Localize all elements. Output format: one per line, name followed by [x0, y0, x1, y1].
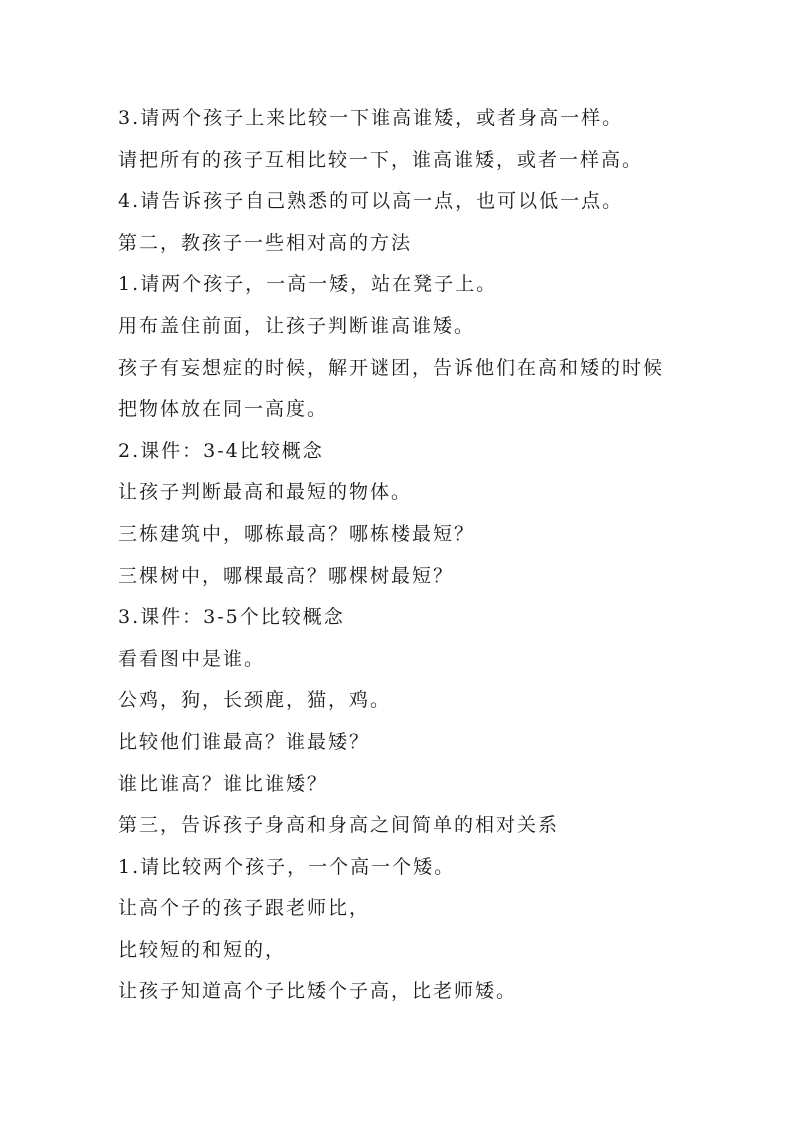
paragraph-line: 让孩子知道高个子比矮个子高，比老师矮。 [118, 980, 518, 1003]
paragraph-line: 3.请两个孩子上来比较一下谁高谁矮，或者身高一样。 [118, 107, 624, 129]
paragraph-line: 1.请比较两个孩子，一个高一个矮。 [118, 855, 456, 878]
paragraph-line: 用布盖住前面，让孩子判断谁高谁矮。 [118, 314, 476, 337]
paragraph-line: 把物体放在同一高度。 [118, 398, 329, 421]
paragraph-line: 三棵树中，哪棵最高？哪棵树最短？ [118, 564, 455, 587]
section-heading: 第二，教孩子一些相对高的方法 [118, 231, 413, 254]
paragraph-line: 孩子有妄想症的时候，解开谜团，告诉他们在高和矮的时候 [118, 356, 665, 379]
document-body [118, 98, 688, 1013]
paragraph-line: 让高个子的孩子跟老师比， [118, 897, 371, 920]
paragraph-line: 3.课件：3-5个比较概念 [118, 606, 345, 629]
section-heading: 第三，告诉孩子身高和身高之间简单的相对关系 [118, 814, 560, 837]
paragraph-line: 谁比谁高？谁比谁矮？ [118, 772, 329, 795]
paragraph-line: 1.请两个孩子，一高一矮，站在凳子上。 [118, 273, 498, 296]
paragraph-line: 让孩子判断最高和最短的物体。 [118, 481, 413, 504]
paragraph-line: 公鸡，狗，长颈鹿，猫，鸡。 [118, 689, 392, 712]
paragraph-line: 2.课件：3-4比较概念 [118, 439, 324, 462]
paragraph-line: 请把所有的孩子互相比较一下，谁高谁矮，或者一样高。 [118, 148, 644, 171]
paragraph-line: 看看图中是谁。 [118, 647, 266, 670]
paragraph-line: 比较短的和短的， [118, 938, 287, 961]
paragraph-line: 比较他们谁最高？谁最矮？ [118, 730, 371, 753]
paragraph-line: 4.请告诉孩子自己熟悉的可以高一点，也可以低一点。 [118, 190, 624, 213]
paragraph-line: 三栋建筑中，哪栋最高？哪栋楼最短？ [118, 522, 476, 545]
